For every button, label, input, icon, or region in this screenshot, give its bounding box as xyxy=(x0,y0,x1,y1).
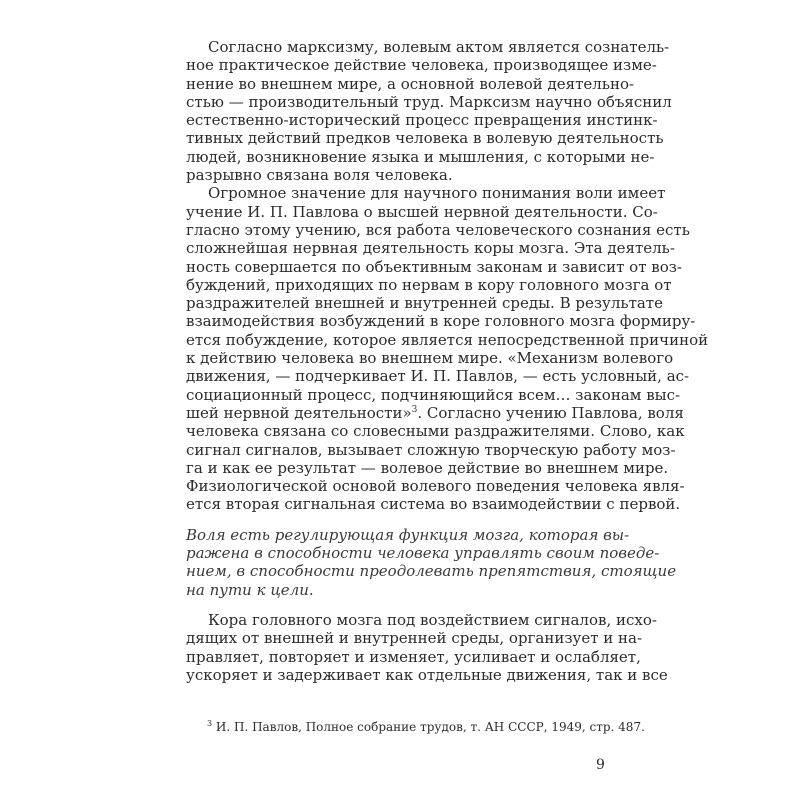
text-line: ное практическое действие человека, производящее изме- xyxy=(186,56,657,75)
text-line: гласно этому учению, вся работа человеческого сознания есть xyxy=(186,220,690,239)
text-line: ется побуждение, которое является непосредственной причиной xyxy=(186,330,709,349)
text-line: разрывно связана воля человека. xyxy=(186,166,453,185)
text-line: тивных действий предков человека в волевую деятельность xyxy=(186,129,664,148)
text-line: правляет, повторяет и изменяет, усиливает и ослабляет, xyxy=(186,647,641,666)
text-line: Воля есть регулирующая функция мозга, которая вы- xyxy=(186,525,630,544)
footnote xyxy=(207,719,645,735)
text-line: Огромное значение для научного понимания воли имеет xyxy=(208,184,666,203)
text-line: Согласно марксизму, волевым актом является сознатель- xyxy=(208,38,670,56)
body-text xyxy=(186,38,709,684)
text-segment: шей нервной деятельности» xyxy=(186,403,412,422)
paragraph-1 xyxy=(186,38,672,185)
text-line: людей, возникновение языка и мышления, с которыми не- xyxy=(186,147,655,166)
text-line: ется вторая сигнальная система во взаимодействии с первой. xyxy=(186,495,681,514)
text-line: социационный процесс, подчиняющийся всем… законам выс- xyxy=(186,385,681,404)
text-line: Физиологической основой волевого поведения человека явля- xyxy=(186,477,685,496)
text-line: учение И. П. Павлова о высшей нервной деятельности. Со- xyxy=(186,202,658,221)
text-segment: . Согласно учению Павлова, воля xyxy=(417,403,684,422)
text-line: ность совершается по объективным законам и зависит от воз- xyxy=(186,257,683,276)
text-line: дящих от внешней и внутренней среды, организует и на- xyxy=(186,629,643,648)
text-line: взаимодействия возбуждений в коре головного мозга формиру- xyxy=(186,312,696,331)
definition-paragraph xyxy=(186,525,677,599)
paragraph-2 xyxy=(186,184,709,514)
text-line: буждений, приходящих по нервам в кору головного мозга от xyxy=(186,275,672,294)
paragraph-3 xyxy=(186,610,668,684)
text-line: сложнейшая нервная деятельность коры мозга. Эта деятель- xyxy=(186,239,675,258)
text-line: ражена в способности человека управлять своим поведе- xyxy=(186,544,660,563)
text-line-with-footnote xyxy=(186,403,684,422)
text-line: ускоряет и задерживает как отдельные движения, так и все xyxy=(186,665,668,684)
text-line: движения, — подчеркивает И. П. Павлов, — есть условный, ас- xyxy=(186,367,690,386)
footnote-reference: 3 xyxy=(411,404,418,415)
text-line: нием, в способности преодолевать препятствия, стоящие xyxy=(186,562,677,581)
text-line: стью — производительный труд. Марксизм научно объяснил xyxy=(186,92,672,111)
text-line: человека связана со словесными раздражителями. Слово, как xyxy=(186,422,685,441)
text-line: сигнал сигналов, вызывает сложную творческую работу моз- xyxy=(186,440,676,459)
text-line: Кора головного мозга под воздействием сигналов, исхо- xyxy=(208,610,657,629)
paragraph-spacer xyxy=(186,599,612,611)
footnote-marker: 3 xyxy=(207,719,213,728)
paragraph-spacer xyxy=(186,514,612,526)
text-line: га и как ее результат — волевое действие во внешнем мире. xyxy=(186,458,669,477)
footnote-text: И. П. Павлов, Полное собрание трудов, т. АН СССР, 1949, стр. 487. xyxy=(212,720,645,734)
text-line: естественно-исторический процесс превращения инстинк- xyxy=(186,111,658,130)
text-line: к действию человека во внешнем мире. «Механизм волевого xyxy=(186,349,674,368)
text-line: на пути к цели. xyxy=(186,580,314,599)
text-line: нение во внешнем мире, а основной волевой деятельно- xyxy=(186,74,635,93)
page-number: 9 xyxy=(596,757,605,773)
text-line: раздражителей внешней и внутренней среды. В результате xyxy=(186,294,663,313)
